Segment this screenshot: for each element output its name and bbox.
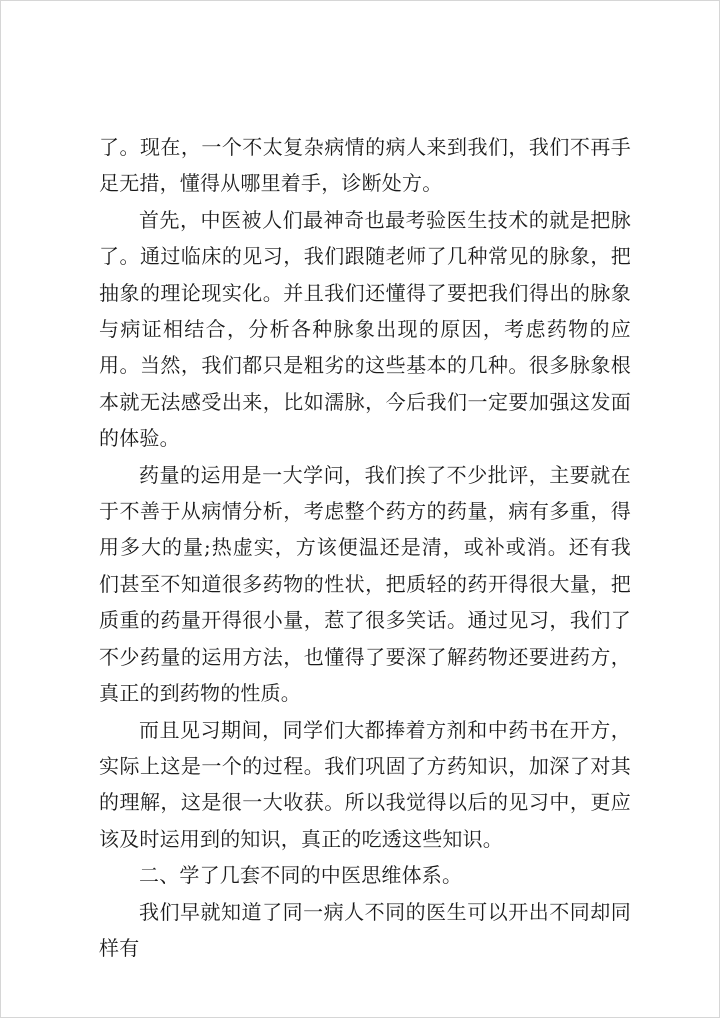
paragraph-different-doctors: 我们早就知道了同一病人不同的医生可以开出不同却同样有 [99,899,631,960]
paragraph-prescription-practice: 而且见习期间，同学们大都捧着方剂和中药书在开方，实际上这是一个的过程。我们巩固了方药知识，加深了对其的理解，这是很一大收获。所以我觉得以后的见习中，更应该及时运用到的知识，真正的吃透这些知识。 [99,717,631,851]
paragraph-continuation: 了。现在，一个不太复杂病情的病人来到我们，我们不再手足无措，懂得从哪里着手，诊断处方。 [99,135,631,196]
section-heading-thinking-systems: 二、学了几套不同的中医思维体系。 [139,863,463,888]
paragraph-pulse-diagnosis: 首先，中医被人们最神奇也最考验医生技术的就是把脉了。通过临床的见习，我们跟随老师了几种常见的脉象，把抽象的理论现实化。并且我们还懂得了要把我们得出的脉象与病证相结合，分析各种脉象出现的原因，考虑药物的应用。当然，我们都只是粗劣的这些基本的几种。很多脉象根本就无法感受出来，比如濡脉，今后我们一定要加强这发面的体验。 [99,207,631,451]
paragraph-dosage: 药量的运用是一大学问，我们挨了不少批评，主要就在于不善于从病情分析，考虑整个药方的药量，病有多重，得用多大的量;热虚实，方该便温还是清，或补或消。还有我们甚至不知道很多药物的性状，把质轻的药开得很大量，把质重的药量开得很小量，惹了很多笑话。通过见习，我们了不少药量的运用方法，也懂得了要深了解药物还要进药方，真正的到药物的性质。 [99,462,631,706]
document-body [99,129,631,966]
